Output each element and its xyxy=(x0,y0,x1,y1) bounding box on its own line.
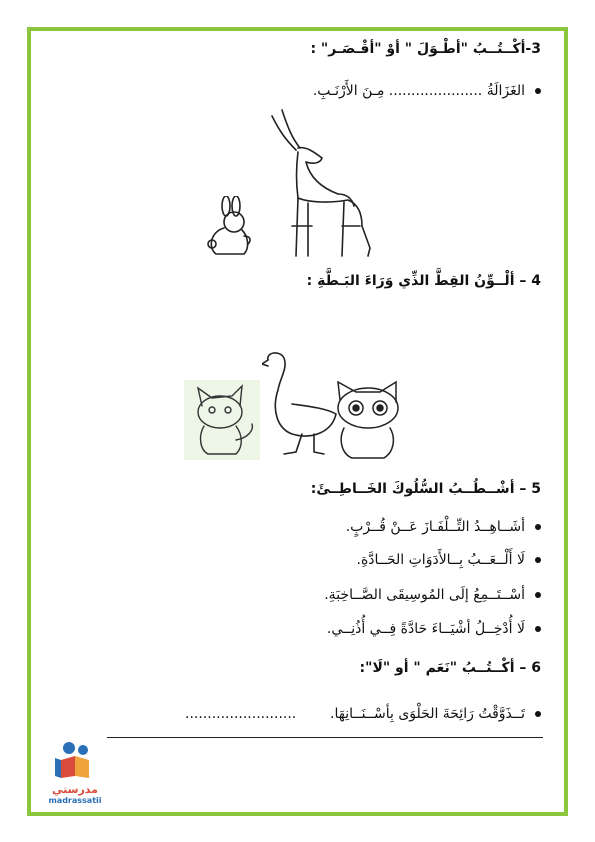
q5-item-3 xyxy=(324,586,541,604)
q6-item xyxy=(330,705,541,723)
q5-item-1 xyxy=(346,518,541,536)
q6-item-text: تَــذَوَّقْتُ رَائِحَةَ الحَلْوَى بِأسْــنَــانِهَا. xyxy=(330,706,525,722)
kitten-green-illustration xyxy=(184,380,260,460)
bottom-rule xyxy=(107,737,543,738)
bullet-icon xyxy=(535,524,541,530)
q5-item-4 xyxy=(327,620,541,638)
q5-item-3-text: أسْــتَــمِعُ إلَى المُوسِيقَى الصَّــاخِبَةِ. xyxy=(324,587,525,603)
bullet-icon xyxy=(535,592,541,598)
rabbit-illustration xyxy=(204,196,264,258)
q6-answer-blank: ......................... xyxy=(185,706,297,722)
bullet-icon xyxy=(535,557,541,563)
q4-heading: 4 – ألْــوِّنُ القِطَّ الذِّي وَرَاءَ البَـطَّةِ : xyxy=(306,273,541,289)
gazelle-illustration xyxy=(262,108,382,258)
q3-item-text: الغَزَالَةُ ..................... مِـنَ الأَرْنَـبِ. xyxy=(312,83,525,99)
reading-children-icon xyxy=(53,740,97,780)
q5-heading: 5 – أشْــطُــبُ السُّلُوكَ الخَــاطِــئَ: xyxy=(310,481,541,497)
q3-item xyxy=(313,82,541,100)
logo-arabic: مدرستي xyxy=(52,783,98,796)
kitten-white-illustration xyxy=(330,380,408,460)
bullet-icon xyxy=(535,626,541,632)
q5-item-2 xyxy=(357,551,542,569)
logo-latin: madrassatii xyxy=(48,796,102,805)
bullet-icon xyxy=(535,711,541,717)
q5-item-2-text: لَا أَلْــعَــبُ بِــالأَدَوَاتِ الحَــادَّةِ. xyxy=(356,552,525,568)
q3-heading: 3-أكْــتُــبُ "أطْـوَلَ " أوْ "أقْـصَـر" : xyxy=(310,41,541,57)
bullet-icon xyxy=(535,88,541,94)
madrassatii-logo xyxy=(48,740,102,806)
q5-item-1-text: أشَــاهِــدُ التِّــلْفَـازَ عَــنْ قُــرْبٍ. xyxy=(345,519,525,535)
q5-item-4-text: لَا أُدْخِــلُ أشْيَــاءَ حَادَّةً فِــي أُذُنِــي. xyxy=(326,621,525,637)
q6-heading: 6 – أكْــتُــبُ "نَعَم " أو "لَا": xyxy=(359,660,541,676)
